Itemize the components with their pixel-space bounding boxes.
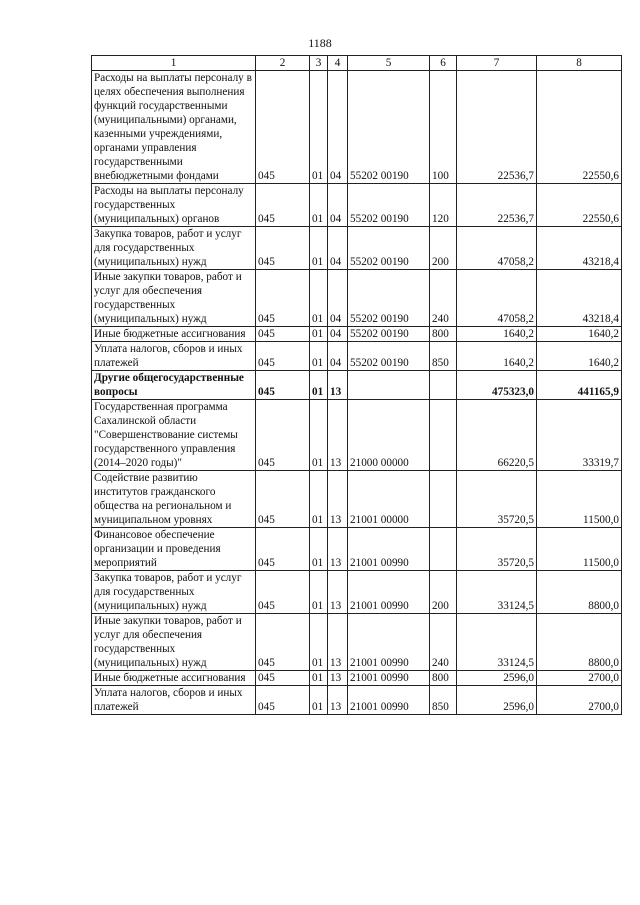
page-number: 1188 — [308, 36, 332, 50]
target-article-cell — [348, 371, 430, 400]
header-col-6: 6 — [430, 56, 457, 71]
expense-type-cell — [430, 400, 457, 471]
header-row — [92, 56, 622, 71]
section-code-cell: 01 — [310, 342, 328, 371]
amount-year2-cell: 8800,0 — [537, 614, 622, 671]
amount-year2-cell: 11500,0 — [537, 528, 622, 571]
subsection-code-cell: 13 — [328, 528, 348, 571]
ved-code-cell: 045 — [256, 614, 310, 671]
subsection-code-cell: 04 — [328, 184, 348, 227]
expense-type-cell: 850 — [430, 342, 457, 371]
table-row — [92, 71, 622, 184]
expense-type-cell: 850 — [430, 686, 457, 715]
header-col-7: 7 — [457, 56, 537, 71]
ved-code-cell: 045 — [256, 400, 310, 471]
amount-year1-cell: 47058,2 — [457, 270, 537, 327]
amount-year1-cell: 22536,7 — [457, 71, 537, 184]
ved-code-cell: 045 — [256, 327, 310, 342]
amount-year1-cell: 1640,2 — [457, 342, 537, 371]
amount-year2-cell: 2700,0 — [537, 671, 622, 686]
amount-year1-cell: 2596,0 — [457, 686, 537, 715]
target-article-cell: 21001 00990 — [348, 571, 430, 614]
amount-year1-cell: 475323,0 — [457, 371, 537, 400]
table-row — [92, 270, 622, 327]
row-name-cell: Расходы на выплаты персоналу в целях обеспечения выполнения функций государственными (муниципальными) органами, казенными учреждениями, органами управления государственными внебюджетными фондами — [92, 71, 256, 184]
section-code-cell: 01 — [310, 671, 328, 686]
amount-year1-cell: 1640,2 — [457, 327, 537, 342]
section-code-cell: 01 — [310, 400, 328, 471]
section-code-cell: 01 — [310, 528, 328, 571]
table-row — [92, 342, 622, 371]
amount-year2-cell: 43218,4 — [537, 270, 622, 327]
subsection-code-cell: 13 — [328, 371, 348, 400]
section-code-cell: 01 — [310, 327, 328, 342]
header-col-5: 5 — [348, 56, 430, 71]
table-row — [92, 227, 622, 270]
expense-type-cell — [430, 371, 457, 400]
amount-year2-cell: 22550,6 — [537, 184, 622, 227]
header-col-3: 3 — [310, 56, 328, 71]
ved-code-cell: 045 — [256, 227, 310, 270]
table-row — [92, 671, 622, 686]
row-name-cell: Уплата налогов, сборов и иных платежей — [92, 686, 256, 715]
subsection-code-cell: 13 — [328, 686, 348, 715]
expense-type-cell: 120 — [430, 184, 457, 227]
table-row — [92, 371, 622, 400]
section-code-cell: 01 — [310, 614, 328, 671]
subsection-code-cell: 13 — [328, 671, 348, 686]
amount-year2-cell: 22550,6 — [537, 71, 622, 184]
amount-year1-cell: 35720,5 — [457, 528, 537, 571]
target-article-cell: 21001 00990 — [348, 614, 430, 671]
row-name-cell: Иные бюджетные ассигнования — [92, 671, 256, 686]
table-row — [92, 327, 622, 342]
amount-year1-cell: 66220,5 — [457, 400, 537, 471]
expense-type-cell: 800 — [430, 327, 457, 342]
table-row — [92, 471, 622, 528]
row-name-cell: Закупка товаров, работ и услуг для государственных (муниципальных) нужд — [92, 227, 256, 270]
target-article-cell: 21001 00990 — [348, 528, 430, 571]
expense-type-cell — [430, 471, 457, 528]
target-article-cell: 21000 00000 — [348, 400, 430, 471]
row-name-cell: Другие общегосударственные вопросы — [92, 371, 256, 400]
ved-code-cell: 045 — [256, 686, 310, 715]
row-name-cell: Иные закупки товаров, работ и услуг для обеспечения государственных (муниципальных) нужд — [92, 614, 256, 671]
target-article-cell: 55202 00190 — [348, 227, 430, 270]
amount-year2-cell: 1640,2 — [537, 342, 622, 371]
amount-year2-cell: 33319,7 — [537, 400, 622, 471]
row-name-cell: Государственная программа Сахалинской области "Совершенствование системы государственного управления (2014–2020 годы)" — [92, 400, 256, 471]
amount-year2-cell: 43218,4 — [537, 227, 622, 270]
row-name-cell: Иные закупки товаров, работ и услуг для обеспечения государственных (муниципальных) нужд — [92, 270, 256, 327]
target-article-cell: 21001 00000 — [348, 471, 430, 528]
target-article-cell: 55202 00190 — [348, 327, 430, 342]
section-code-cell: 01 — [310, 227, 328, 270]
subsection-code-cell: 04 — [328, 342, 348, 371]
row-name-cell: Содействие развитию институтов гражданского общества на региональном и муниципальном уровнях — [92, 471, 256, 528]
section-code-cell: 01 — [310, 184, 328, 227]
header-col-8: 8 — [537, 56, 622, 71]
target-article-cell: 55202 00190 — [348, 184, 430, 227]
section-code-cell: 01 — [310, 471, 328, 528]
amount-year2-cell: 1640,2 — [537, 327, 622, 342]
ved-code-cell: 045 — [256, 270, 310, 327]
target-article-cell: 55202 00190 — [348, 342, 430, 371]
subsection-code-cell: 04 — [328, 227, 348, 270]
ved-code-cell: 045 — [256, 184, 310, 227]
table-row — [92, 614, 622, 671]
target-article-cell: 21001 00990 — [348, 686, 430, 715]
amount-year1-cell: 2596,0 — [457, 671, 537, 686]
ved-code-cell: 045 — [256, 571, 310, 614]
subsection-code-cell: 13 — [328, 571, 348, 614]
subsection-code-cell: 13 — [328, 400, 348, 471]
budget-table — [91, 55, 622, 715]
amount-year2-cell: 441165,9 — [537, 371, 622, 400]
expense-type-cell: 240 — [430, 614, 457, 671]
row-name-cell: Иные бюджетные ассигнования — [92, 327, 256, 342]
header-col-4: 4 — [328, 56, 348, 71]
row-name-cell: Финансовое обеспечение организации и проведения мероприятий — [92, 528, 256, 571]
section-code-cell: 01 — [310, 686, 328, 715]
section-code-cell: 01 — [310, 270, 328, 327]
header-col-1: 1 — [92, 56, 256, 71]
expense-type-cell: 100 — [430, 71, 457, 184]
target-article-cell: 55202 00190 — [348, 71, 430, 184]
amount-year1-cell: 33124,5 — [457, 571, 537, 614]
table-row — [92, 571, 622, 614]
ved-code-cell: 045 — [256, 528, 310, 571]
row-name-cell: Уплата налогов, сборов и иных платежей — [92, 342, 256, 371]
expense-type-cell: 200 — [430, 571, 457, 614]
amount-year1-cell: 35720,5 — [457, 471, 537, 528]
ved-code-cell: 045 — [256, 71, 310, 184]
section-code-cell: 01 — [310, 571, 328, 614]
amount-year2-cell: 2700,0 — [537, 686, 622, 715]
table-row — [92, 686, 622, 715]
target-article-cell: 55202 00190 — [348, 270, 430, 327]
amount-year2-cell: 8800,0 — [537, 571, 622, 614]
ved-code-cell: 045 — [256, 471, 310, 528]
subsection-code-cell: 04 — [328, 270, 348, 327]
header-col-2: 2 — [256, 56, 310, 71]
section-code-cell: 01 — [310, 71, 328, 184]
target-article-cell: 21001 00990 — [348, 671, 430, 686]
ved-code-cell: 045 — [256, 371, 310, 400]
expense-type-cell: 240 — [430, 270, 457, 327]
amount-year2-cell: 11500,0 — [537, 471, 622, 528]
table-row — [92, 184, 622, 227]
ved-code-cell: 045 — [256, 342, 310, 371]
subsection-code-cell: 04 — [328, 327, 348, 342]
subsection-code-cell: 13 — [328, 614, 348, 671]
amount-year1-cell: 33124,5 — [457, 614, 537, 671]
ved-code-cell: 045 — [256, 671, 310, 686]
expense-type-cell — [430, 528, 457, 571]
amount-year1-cell: 22536,7 — [457, 184, 537, 227]
table-row — [92, 400, 622, 471]
row-name-cell: Закупка товаров, работ и услуг для государственных (муниципальных) нужд — [92, 571, 256, 614]
expense-type-cell: 200 — [430, 227, 457, 270]
row-name-cell: Расходы на выплаты персоналу государственных (муниципальных) органов — [92, 184, 256, 227]
table-row — [92, 528, 622, 571]
amount-year1-cell: 47058,2 — [457, 227, 537, 270]
section-code-cell: 01 — [310, 371, 328, 400]
subsection-code-cell: 13 — [328, 471, 348, 528]
subsection-code-cell: 04 — [328, 71, 348, 184]
expense-type-cell: 800 — [430, 671, 457, 686]
